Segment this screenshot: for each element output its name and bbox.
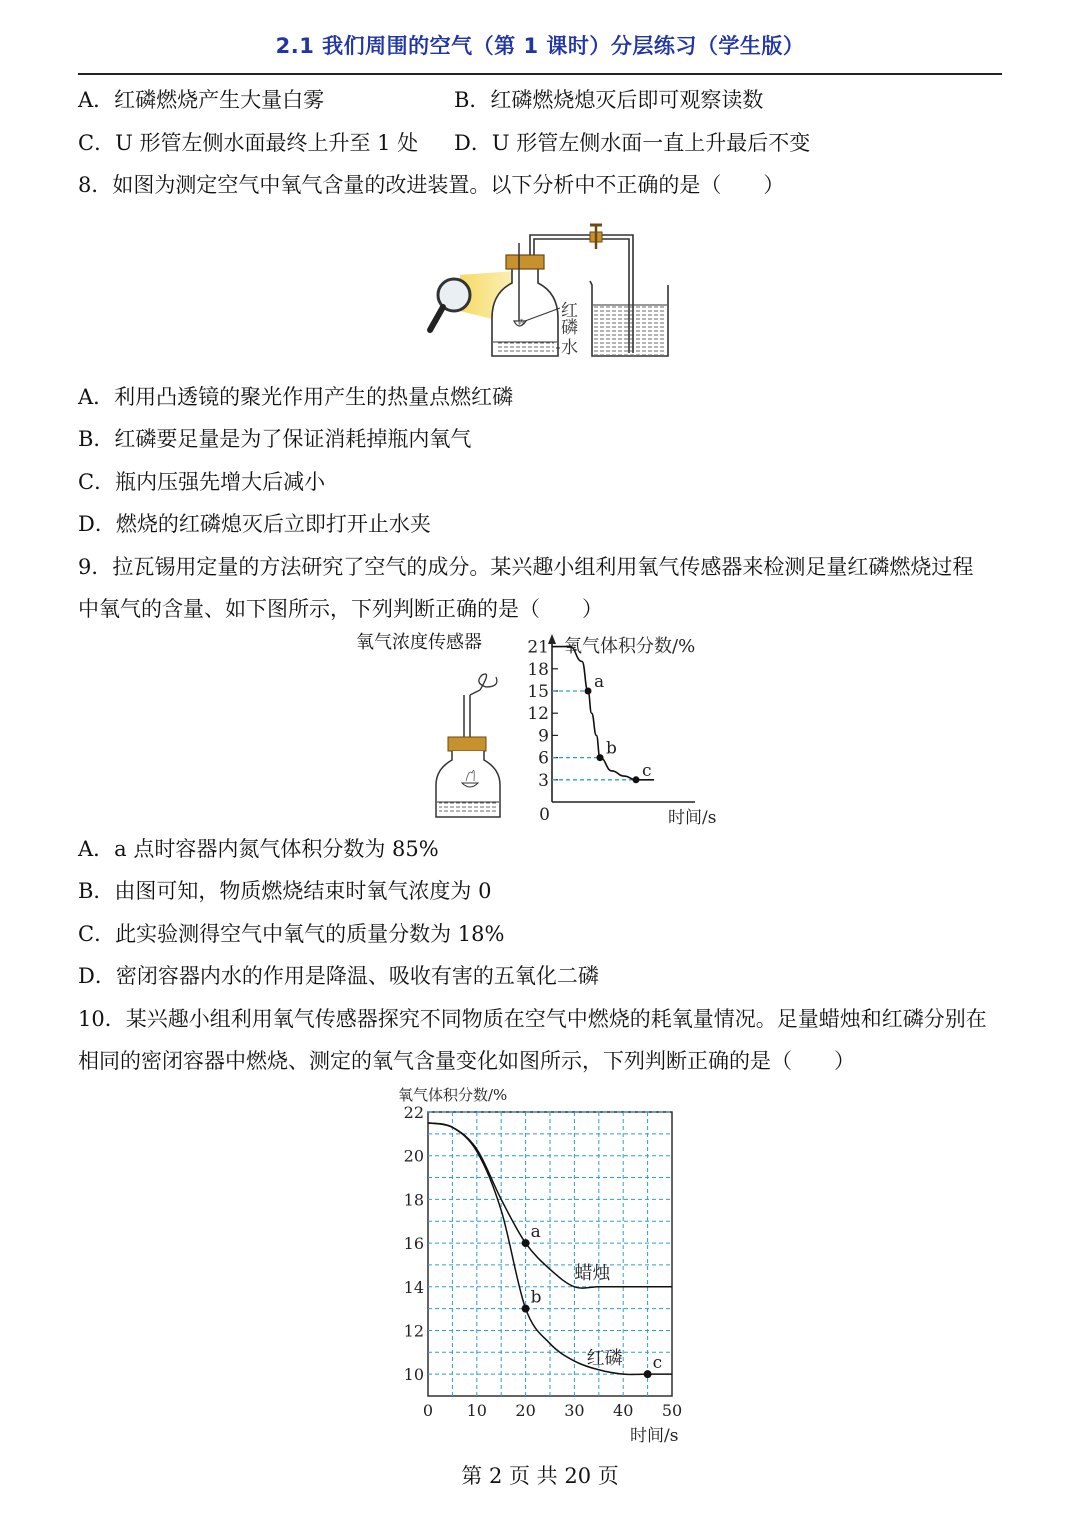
header-divider xyxy=(78,73,1002,75)
y-tick-label: 9 xyxy=(538,726,549,747)
series-label-candle: 蜡烛 xyxy=(574,1262,611,1284)
x-tick-label: 0 xyxy=(422,1401,434,1420)
y-tick-label: 12 xyxy=(527,704,549,725)
y-tick-label: 10 xyxy=(403,1365,424,1385)
q10-oxygen-chart xyxy=(380,1082,710,1452)
point-label-b: b xyxy=(606,738,617,759)
q9-stem-line1: 9．拉瓦锡用定量的方法研究了空气的成分。某兴趣小组利用氧气传感器来检测足量红磷燃烧过程 xyxy=(78,555,974,579)
x-tick-label: 20 xyxy=(515,1401,536,1420)
series-label-red-phosphorus: 红磷 xyxy=(586,1348,623,1370)
q9-option-a: A．a 点时容器内氮气体积分数为 85% xyxy=(78,837,439,861)
y-tick-label: 16 xyxy=(403,1234,424,1254)
y-tick-label: 21 xyxy=(527,637,549,658)
clamp-icon xyxy=(590,225,602,249)
x-tick-label: 10 xyxy=(466,1401,487,1420)
chart1-x-origin-label: 0 xyxy=(539,805,550,825)
x-tick-label: 50 xyxy=(661,1401,683,1420)
y-tick-label: 20 xyxy=(403,1146,424,1166)
q10-stem-line2: 相同的密闭容器中燃烧、测定的氧气含量变化如图所示，下列判断正确的是（ ） xyxy=(78,1049,855,1073)
y-tick-label: 18 xyxy=(403,1190,424,1210)
x-tick-label: 30 xyxy=(564,1401,585,1420)
q9-oxygen-chart xyxy=(520,632,740,832)
point-a xyxy=(585,688,592,695)
q8-option-d: D．燃烧的红磷熄灭后立即打开止水夹 xyxy=(78,512,431,536)
point-c xyxy=(633,776,640,783)
q8-option-a: A．利用凸透镜的聚光作用产生的热量点燃红磷 xyxy=(78,385,514,409)
q9-option-c: C．此实验测得空气中氧气的质量分数为 18% xyxy=(78,922,505,946)
label-red-phosphorus: 红磷 xyxy=(557,301,577,335)
point-label-a: a xyxy=(530,1222,541,1243)
page-title: 2.1 我们周围的空气（第 1 课时）分层练习（学生版） xyxy=(275,34,805,58)
series-line-red-phosphorus xyxy=(552,647,654,780)
point-c xyxy=(644,1370,652,1378)
chart2-xlabel: 时间/s xyxy=(630,1426,679,1446)
point-label-b: b xyxy=(530,1287,542,1308)
q9-flask-figure xyxy=(420,665,520,825)
chart1-xlabel: 时间/s xyxy=(668,808,717,828)
q8-option-b: B．红磷要足量是为了保证消耗掉瓶内氧气 xyxy=(78,427,472,451)
y-tick-label: 3 xyxy=(538,770,549,791)
sensor-label: 氧气浓度传感器 xyxy=(356,632,482,653)
flask xyxy=(492,255,558,356)
q7-option-d: D．U 形管左侧水面一直上升最后不变 xyxy=(454,131,811,155)
point-b xyxy=(522,1305,530,1313)
chart2-ylabel: 氧气体积分数/% xyxy=(398,1086,508,1104)
point-label-c: c xyxy=(642,760,652,781)
point-label-a: a xyxy=(594,672,605,692)
point-b xyxy=(597,754,604,761)
label-water: 水 xyxy=(561,338,578,358)
q8-option-c: C．瓶内压强先增大后减小 xyxy=(78,470,326,494)
q9-option-b: B．由图可知，物质燃烧结束时氧气浓度为 0 xyxy=(78,879,492,903)
y-tick-label: 18 xyxy=(527,659,549,680)
q7-option-b: B．红磷燃烧熄灭后即可观察读数 xyxy=(454,88,764,112)
q10-stem-line1: 10．某兴趣小组利用氧气传感器探究不同物质在空气中燃烧的耗氧量情况。足量蜡烛和红磷分别在 xyxy=(78,1007,987,1031)
q8-stem: 8．如图为测定空气中氧气含量的改进装置。以下分析中不正确的是（ ） xyxy=(78,173,785,197)
magnifying-glass-icon xyxy=(430,279,470,330)
chart1-ylabel: 氧气体积分数/% xyxy=(564,636,696,657)
q7-option-a: A．红磷燃烧产生大量白雾 xyxy=(78,88,325,112)
y-tick-label: 14 xyxy=(403,1277,424,1297)
q8-apparatus-figure xyxy=(420,213,680,368)
page-footer: 第 2 页 共 20 页 xyxy=(461,1464,619,1488)
point-a xyxy=(522,1239,530,1247)
y-tick-label: 6 xyxy=(538,748,549,769)
svg-text:⁂: ⁂ xyxy=(518,319,525,327)
point-label-c: c xyxy=(652,1353,663,1374)
q9-option-d: D．密闭容器内水的作用是降温、吸收有害的五氧化二磷 xyxy=(78,964,599,988)
y-tick-label: 12 xyxy=(403,1321,424,1341)
y-tick-label: 22 xyxy=(403,1103,424,1122)
q7-option-c: C．U 形管左侧水面最终上升至 1 处 xyxy=(78,131,419,155)
q9-stem-line2: 中氧气的含量、如下图所示，下列判断正确的是（ ） xyxy=(78,597,603,621)
y-tick-label: 15 xyxy=(527,682,549,702)
x-tick-label: 40 xyxy=(613,1401,634,1420)
